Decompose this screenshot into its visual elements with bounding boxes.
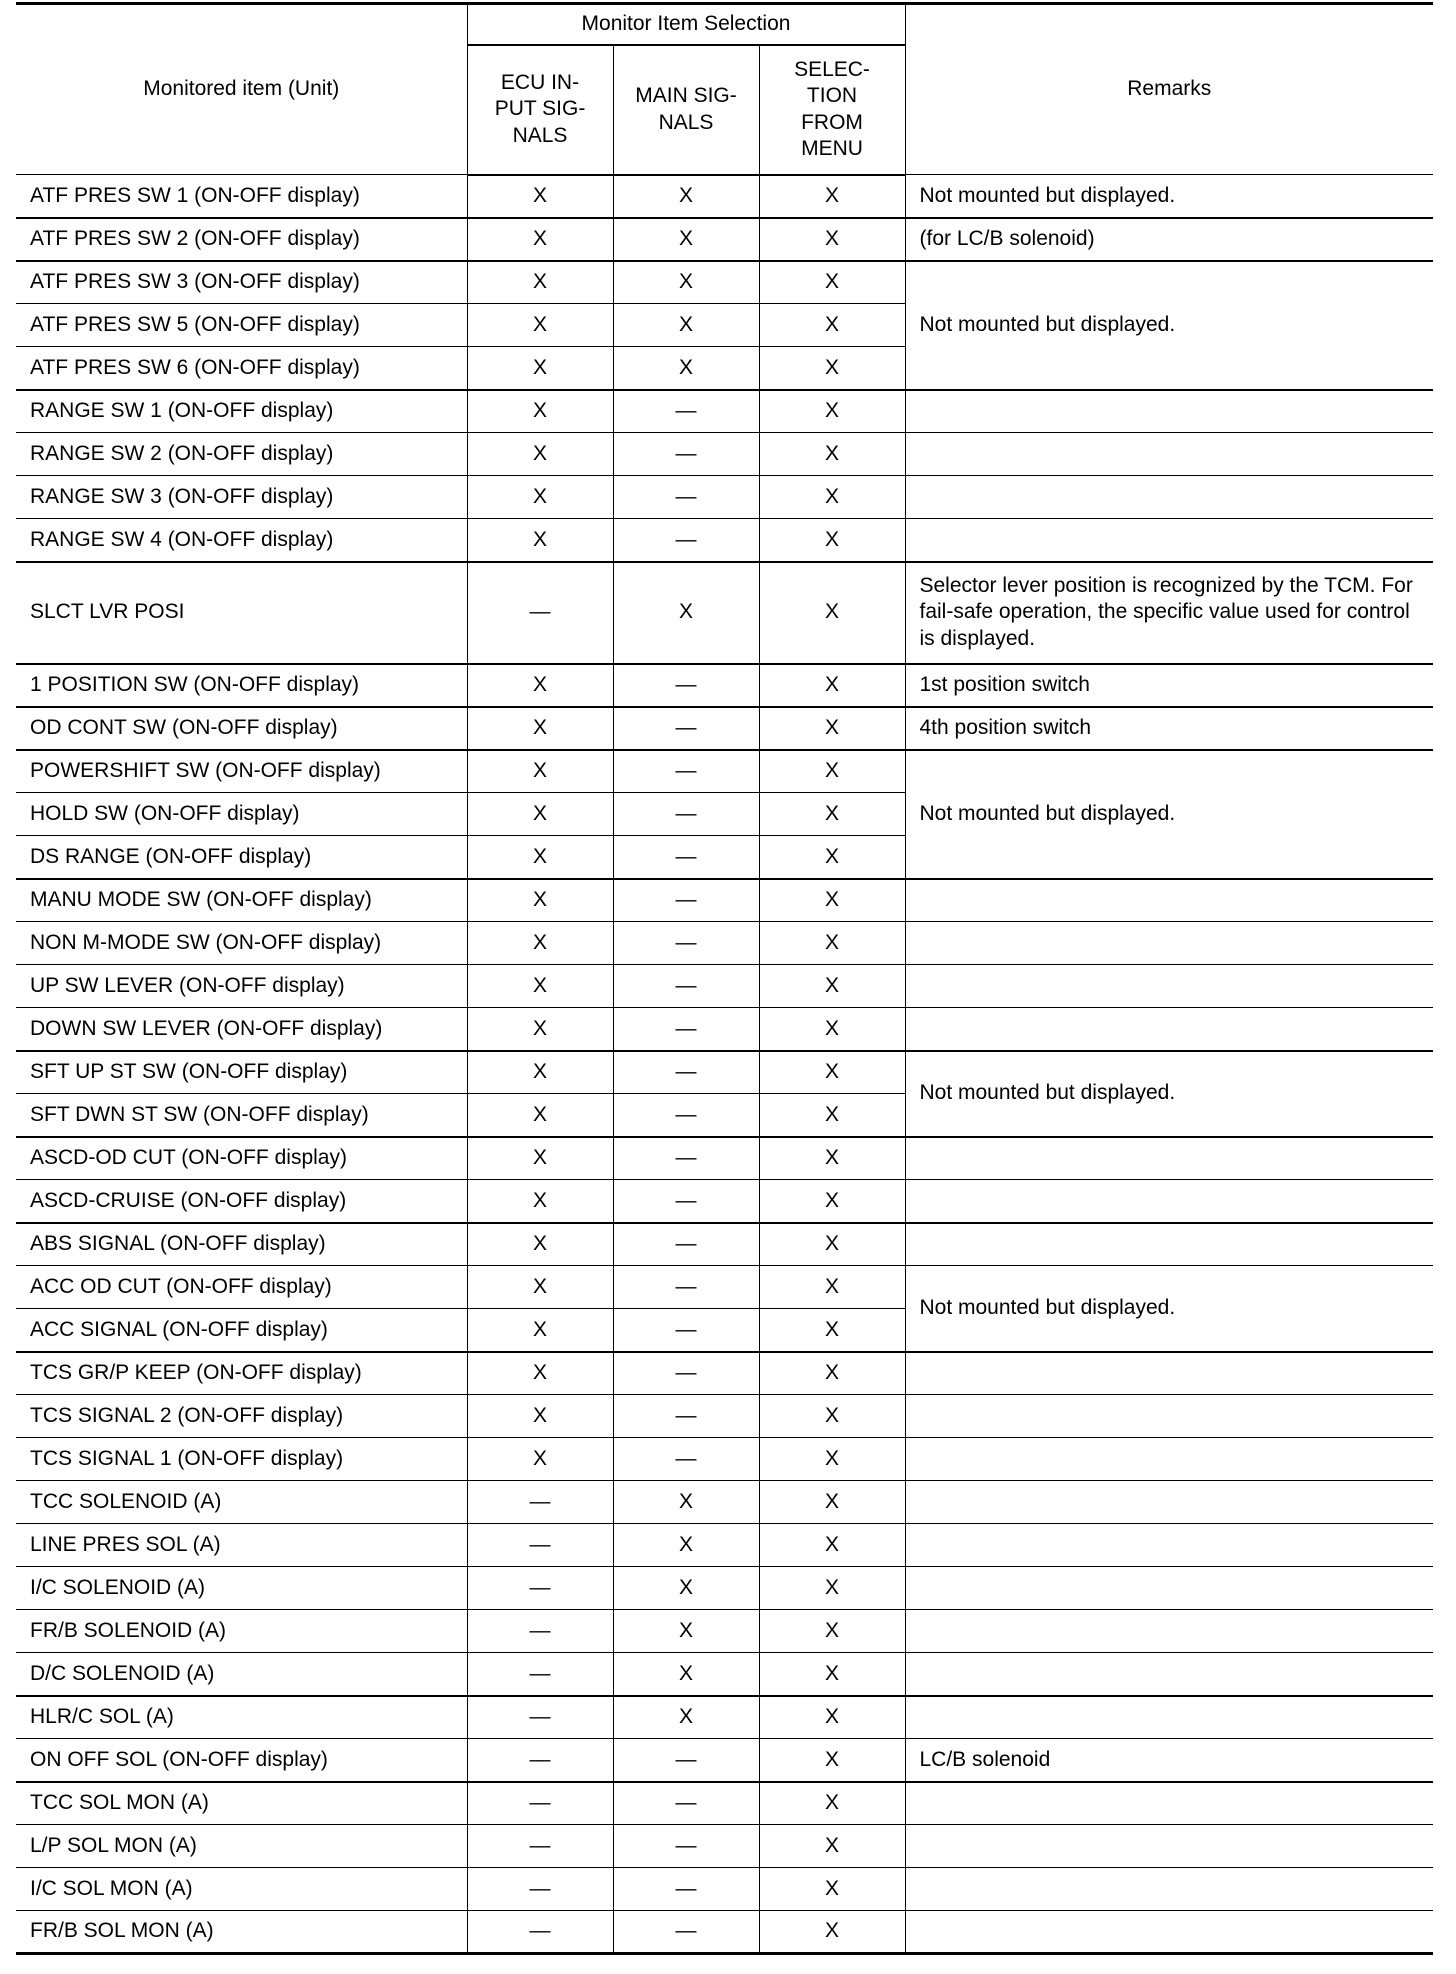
remarks-cell: Not mounted but displayed. bbox=[905, 175, 1433, 218]
ecu-input-cell: X bbox=[467, 218, 613, 261]
main-signals-cell: — bbox=[613, 1008, 759, 1051]
main-signals-cell: — bbox=[613, 965, 759, 1008]
selection-menu-cell: X bbox=[759, 1610, 905, 1653]
ecu-input-cell: — bbox=[467, 1825, 613, 1868]
remarks-cell bbox=[905, 1352, 1433, 1395]
selection-menu-cell: X bbox=[759, 1653, 905, 1696]
ecu-input-cell: — bbox=[467, 1911, 613, 1954]
header-row-1 bbox=[16, 4, 1433, 45]
remarks-cell bbox=[905, 1868, 1433, 1911]
monitored-item-cell: ATF PRES SW 5 (ON-OFF display) bbox=[16, 304, 467, 347]
main-signals-cell: — bbox=[613, 922, 759, 965]
remarks-cell bbox=[905, 1696, 1433, 1739]
ecu-input-cell: X bbox=[467, 1137, 613, 1180]
table-row bbox=[16, 1524, 1433, 1567]
remarks-cell bbox=[905, 433, 1433, 476]
selection-menu-cell: X bbox=[759, 707, 905, 750]
monitored-item-cell: TCS GR/P KEEP (ON-OFF display) bbox=[16, 1352, 467, 1395]
selection-menu-cell: X bbox=[759, 1696, 905, 1739]
selection-menu-cell: X bbox=[759, 347, 905, 390]
remarks-cell bbox=[905, 519, 1433, 562]
main-signals-cell: — bbox=[613, 1868, 759, 1911]
ecu-input-cell: X bbox=[467, 1008, 613, 1051]
table-row bbox=[16, 1653, 1433, 1696]
main-signals-cell: — bbox=[613, 836, 759, 879]
header-monitored-item: Monitored item (Unit) bbox=[16, 4, 467, 175]
table-row bbox=[16, 965, 1433, 1008]
monitored-item-cell: NON M-MODE SW (ON-OFF display) bbox=[16, 922, 467, 965]
table-row bbox=[16, 664, 1433, 707]
header-remarks: Remarks bbox=[905, 4, 1433, 175]
selection-menu-cell: X bbox=[759, 1825, 905, 1868]
monitor-item-table bbox=[16, 2, 1433, 1955]
ecu-input-cell: X bbox=[467, 1266, 613, 1309]
selection-menu-cell: X bbox=[759, 750, 905, 793]
monitored-item-cell: FR/B SOLENOID (A) bbox=[16, 1610, 467, 1653]
main-signals-cell: X bbox=[613, 1696, 759, 1739]
main-signals-cell: X bbox=[613, 1567, 759, 1610]
table-row bbox=[16, 1868, 1433, 1911]
ecu-input-cell: — bbox=[467, 562, 613, 664]
ecu-input-cell: X bbox=[467, 664, 613, 707]
ecu-input-cell: — bbox=[467, 1610, 613, 1653]
remarks-cell: 4th position switch bbox=[905, 707, 1433, 750]
main-signals-cell: — bbox=[613, 1266, 759, 1309]
main-signals-cell: — bbox=[613, 1352, 759, 1395]
table-row bbox=[16, 750, 1433, 793]
monitored-item-cell: I/C SOL MON (A) bbox=[16, 1868, 467, 1911]
table-row bbox=[16, 1180, 1433, 1223]
selection-menu-cell: X bbox=[759, 1051, 905, 1094]
table-row bbox=[16, 707, 1433, 750]
selection-menu-cell: X bbox=[759, 175, 905, 218]
selection-menu-cell: X bbox=[759, 562, 905, 664]
selection-menu-cell: X bbox=[759, 218, 905, 261]
selection-menu-cell: X bbox=[759, 1008, 905, 1051]
table-row bbox=[16, 879, 1433, 922]
remarks-cell bbox=[905, 1395, 1433, 1438]
ecu-input-cell: X bbox=[467, 1309, 613, 1352]
main-signals-cell: — bbox=[613, 390, 759, 433]
remarks-cell bbox=[905, 879, 1433, 922]
table-row bbox=[16, 1395, 1433, 1438]
monitored-item-cell: DS RANGE (ON-OFF display) bbox=[16, 836, 467, 879]
ecu-input-cell: X bbox=[467, 836, 613, 879]
main-signals-cell: — bbox=[613, 1782, 759, 1825]
monitored-item-cell: TCS SIGNAL 2 (ON-OFF display) bbox=[16, 1395, 467, 1438]
ecu-input-cell: X bbox=[467, 1051, 613, 1094]
remarks-cell: 1st position switch bbox=[905, 664, 1433, 707]
monitor-item-document bbox=[16, 2, 1433, 1955]
monitored-item-cell: RANGE SW 3 (ON-OFF display) bbox=[16, 476, 467, 519]
ecu-input-cell: X bbox=[467, 793, 613, 836]
main-signals-cell: — bbox=[613, 1911, 759, 1954]
remarks-cell: Not mounted but displayed. bbox=[905, 1051, 1433, 1137]
monitored-item-cell: ATF PRES SW 3 (ON-OFF display) bbox=[16, 261, 467, 304]
ecu-input-cell: — bbox=[467, 1782, 613, 1825]
monitored-item-cell: 1 POSITION SW (ON-OFF display) bbox=[16, 664, 467, 707]
selection-menu-cell: X bbox=[759, 1395, 905, 1438]
monitored-item-cell: TCC SOL MON (A) bbox=[16, 1782, 467, 1825]
header-monitor-item-selection: Monitor Item Selection bbox=[467, 4, 905, 45]
main-signals-cell: — bbox=[613, 1051, 759, 1094]
monitored-item-cell: TCC SOLENOID (A) bbox=[16, 1481, 467, 1524]
monitored-item-cell: ATF PRES SW 2 (ON-OFF display) bbox=[16, 218, 467, 261]
monitored-item-cell: ABS SIGNAL (ON-OFF display) bbox=[16, 1223, 467, 1266]
remarks-cell bbox=[905, 1782, 1433, 1825]
table-row bbox=[16, 390, 1433, 433]
ecu-input-cell: X bbox=[467, 1180, 613, 1223]
monitored-item-cell: HOLD SW (ON-OFF display) bbox=[16, 793, 467, 836]
main-signals-cell: — bbox=[613, 476, 759, 519]
table-row bbox=[16, 1352, 1433, 1395]
main-signals-cell: — bbox=[613, 519, 759, 562]
main-signals-cell: — bbox=[613, 1180, 759, 1223]
selection-menu-cell: X bbox=[759, 476, 905, 519]
table-row bbox=[16, 1782, 1433, 1825]
selection-menu-cell: X bbox=[759, 922, 905, 965]
header-selection-from-menu: SELEC- TION FROM MENU bbox=[759, 45, 905, 175]
monitored-item-cell: ASCD-CRUISE (ON-OFF display) bbox=[16, 1180, 467, 1223]
ecu-input-cell: — bbox=[467, 1567, 613, 1610]
remarks-cell: Not mounted but displayed. bbox=[905, 261, 1433, 390]
main-signals-cell: X bbox=[613, 175, 759, 218]
monitored-item-cell: POWERSHIFT SW (ON-OFF display) bbox=[16, 750, 467, 793]
ecu-input-cell: X bbox=[467, 1094, 613, 1137]
selection-menu-cell: X bbox=[759, 1266, 905, 1309]
remarks-cell: LC/B solenoid bbox=[905, 1739, 1433, 1782]
selection-menu-cell: X bbox=[759, 1481, 905, 1524]
remarks-cell bbox=[905, 1438, 1433, 1481]
selection-menu-cell: X bbox=[759, 1567, 905, 1610]
main-signals-cell: — bbox=[613, 793, 759, 836]
ecu-input-cell: X bbox=[467, 879, 613, 922]
monitored-item-cell: RANGE SW 2 (ON-OFF display) bbox=[16, 433, 467, 476]
table-row bbox=[16, 476, 1433, 519]
ecu-input-cell: X bbox=[467, 433, 613, 476]
monitored-item-cell: RANGE SW 4 (ON-OFF display) bbox=[16, 519, 467, 562]
table-row bbox=[16, 1137, 1433, 1180]
monitored-item-cell: ATF PRES SW 1 (ON-OFF display) bbox=[16, 175, 467, 218]
table-row bbox=[16, 433, 1433, 476]
selection-menu-cell: X bbox=[759, 836, 905, 879]
ecu-input-cell: — bbox=[467, 1739, 613, 1782]
header-ecu-input-signals: ECU IN- PUT SIG- NALS bbox=[467, 45, 613, 175]
main-signals-cell: — bbox=[613, 1137, 759, 1180]
remarks-cell bbox=[905, 922, 1433, 965]
selection-menu-cell: X bbox=[759, 664, 905, 707]
monitored-item-cell: D/C SOLENOID (A) bbox=[16, 1653, 467, 1696]
table-row bbox=[16, 1610, 1433, 1653]
table-row bbox=[16, 261, 1433, 304]
remarks-cell bbox=[905, 1825, 1433, 1868]
main-signals-cell: — bbox=[613, 1438, 759, 1481]
remarks-cell bbox=[905, 1567, 1433, 1610]
main-signals-cell: X bbox=[613, 261, 759, 304]
remarks-cell bbox=[905, 1911, 1433, 1954]
remarks-cell bbox=[905, 1481, 1433, 1524]
selection-menu-cell: X bbox=[759, 1223, 905, 1266]
ecu-input-cell: X bbox=[467, 519, 613, 562]
ecu-input-cell: X bbox=[467, 347, 613, 390]
ecu-input-cell: X bbox=[467, 261, 613, 304]
table-row bbox=[16, 922, 1433, 965]
main-signals-cell: — bbox=[613, 664, 759, 707]
table-row bbox=[16, 1051, 1433, 1094]
remarks-cell bbox=[905, 1610, 1433, 1653]
table-row bbox=[16, 1567, 1433, 1610]
main-signals-cell: X bbox=[613, 304, 759, 347]
selection-menu-cell: X bbox=[759, 1739, 905, 1782]
main-signals-cell: — bbox=[613, 1825, 759, 1868]
selection-menu-cell: X bbox=[759, 793, 905, 836]
main-signals-cell: — bbox=[613, 879, 759, 922]
main-signals-cell: X bbox=[613, 1653, 759, 1696]
monitored-item-cell: ASCD-OD CUT (ON-OFF display) bbox=[16, 1137, 467, 1180]
selection-menu-cell: X bbox=[759, 261, 905, 304]
table-row bbox=[16, 1739, 1433, 1782]
ecu-input-cell: X bbox=[467, 476, 613, 519]
monitored-item-cell: TCS SIGNAL 1 (ON-OFF display) bbox=[16, 1438, 467, 1481]
table-row bbox=[16, 1008, 1433, 1051]
main-signals-cell: X bbox=[613, 1524, 759, 1567]
main-signals-cell: X bbox=[613, 218, 759, 261]
monitored-item-cell: ATF PRES SW 6 (ON-OFF display) bbox=[16, 347, 467, 390]
ecu-input-cell: X bbox=[467, 922, 613, 965]
remarks-cell bbox=[905, 1180, 1433, 1223]
table-row bbox=[16, 562, 1433, 664]
main-signals-cell: X bbox=[613, 1610, 759, 1653]
selection-menu-cell: X bbox=[759, 1782, 905, 1825]
selection-menu-cell: X bbox=[759, 1352, 905, 1395]
monitored-item-cell: SFT UP ST SW (ON-OFF display) bbox=[16, 1051, 467, 1094]
selection-menu-cell: X bbox=[759, 1438, 905, 1481]
main-signals-cell: — bbox=[613, 707, 759, 750]
monitored-item-cell: ON OFF SOL (ON-OFF display) bbox=[16, 1739, 467, 1782]
table-row bbox=[16, 175, 1433, 218]
monitored-item-cell: ACC OD CUT (ON-OFF display) bbox=[16, 1266, 467, 1309]
header-main-signals: MAIN SIG- NALS bbox=[613, 45, 759, 175]
main-signals-cell: — bbox=[613, 1094, 759, 1137]
selection-menu-cell: X bbox=[759, 519, 905, 562]
remarks-cell bbox=[905, 1653, 1433, 1696]
monitored-item-cell: HLR/C SOL (A) bbox=[16, 1696, 467, 1739]
selection-menu-cell: X bbox=[759, 965, 905, 1008]
monitored-item-cell: SFT DWN ST SW (ON-OFF display) bbox=[16, 1094, 467, 1137]
selection-menu-cell: X bbox=[759, 879, 905, 922]
main-signals-cell: — bbox=[613, 433, 759, 476]
monitored-item-cell: FR/B SOL MON (A) bbox=[16, 1911, 467, 1954]
selection-menu-cell: X bbox=[759, 1524, 905, 1567]
remarks-cell bbox=[905, 476, 1433, 519]
ecu-input-cell: X bbox=[467, 707, 613, 750]
monitored-item-cell: DOWN SW LEVER (ON-OFF display) bbox=[16, 1008, 467, 1051]
ecu-input-cell: X bbox=[467, 1352, 613, 1395]
table-row bbox=[16, 1266, 1433, 1309]
remarks-cell: Selector lever position is recognized by the TCM. For fail-safe operation, the specific value used for control is displayed. bbox=[905, 562, 1433, 664]
remarks-cell: (for LC/B solenoid) bbox=[905, 218, 1433, 261]
main-signals-cell: — bbox=[613, 750, 759, 793]
main-signals-cell: — bbox=[613, 1309, 759, 1352]
remarks-cell bbox=[905, 390, 1433, 433]
table-row bbox=[16, 1438, 1433, 1481]
remarks-cell: Not mounted but displayed. bbox=[905, 750, 1433, 879]
remarks-cell bbox=[905, 1008, 1433, 1051]
ecu-input-cell: X bbox=[467, 390, 613, 433]
selection-menu-cell: X bbox=[759, 390, 905, 433]
selection-menu-cell: X bbox=[759, 433, 905, 476]
monitored-item-cell: ACC SIGNAL (ON-OFF display) bbox=[16, 1309, 467, 1352]
selection-menu-cell: X bbox=[759, 1180, 905, 1223]
remarks-cell: Not mounted but displayed. bbox=[905, 1266, 1433, 1352]
monitored-item-cell: SLCT LVR POSI bbox=[16, 562, 467, 664]
main-signals-cell: — bbox=[613, 1739, 759, 1782]
ecu-input-cell: — bbox=[467, 1696, 613, 1739]
ecu-input-cell: — bbox=[467, 1653, 613, 1696]
ecu-input-cell: — bbox=[467, 1868, 613, 1911]
selection-menu-cell: X bbox=[759, 1137, 905, 1180]
main-signals-cell: X bbox=[613, 562, 759, 664]
ecu-input-cell: X bbox=[467, 304, 613, 347]
remarks-cell bbox=[905, 1137, 1433, 1180]
table-row bbox=[16, 1825, 1433, 1868]
main-signals-cell: X bbox=[613, 347, 759, 390]
ecu-input-cell: X bbox=[467, 965, 613, 1008]
table-row bbox=[16, 218, 1433, 261]
selection-menu-cell: X bbox=[759, 304, 905, 347]
monitored-item-cell: L/P SOL MON (A) bbox=[16, 1825, 467, 1868]
main-signals-cell: — bbox=[613, 1395, 759, 1438]
ecu-input-cell: X bbox=[467, 1223, 613, 1266]
ecu-input-cell: — bbox=[467, 1524, 613, 1567]
main-signals-cell: X bbox=[613, 1481, 759, 1524]
table-row bbox=[16, 1223, 1433, 1266]
ecu-input-cell: — bbox=[467, 1481, 613, 1524]
selection-menu-cell: X bbox=[759, 1868, 905, 1911]
table-row bbox=[16, 519, 1433, 562]
selection-menu-cell: X bbox=[759, 1094, 905, 1137]
main-signals-cell: — bbox=[613, 1223, 759, 1266]
monitored-item-cell: MANU MODE SW (ON-OFF display) bbox=[16, 879, 467, 922]
table-row bbox=[16, 1481, 1433, 1524]
ecu-input-cell: X bbox=[467, 175, 613, 218]
monitored-item-cell: I/C SOLENOID (A) bbox=[16, 1567, 467, 1610]
selection-menu-cell: X bbox=[759, 1911, 905, 1954]
remarks-cell bbox=[905, 1524, 1433, 1567]
remarks-cell bbox=[905, 965, 1433, 1008]
table-row bbox=[16, 1911, 1433, 1954]
remarks-cell bbox=[905, 1223, 1433, 1266]
monitored-item-cell: OD CONT SW (ON-OFF display) bbox=[16, 707, 467, 750]
monitored-item-cell: LINE PRES SOL (A) bbox=[16, 1524, 467, 1567]
monitored-item-cell: UP SW LEVER (ON-OFF display) bbox=[16, 965, 467, 1008]
ecu-input-cell: X bbox=[467, 1395, 613, 1438]
monitored-item-cell: RANGE SW 1 (ON-OFF display) bbox=[16, 390, 467, 433]
ecu-input-cell: X bbox=[467, 750, 613, 793]
selection-menu-cell: X bbox=[759, 1309, 905, 1352]
ecu-input-cell: X bbox=[467, 1438, 613, 1481]
table-row bbox=[16, 1696, 1433, 1739]
